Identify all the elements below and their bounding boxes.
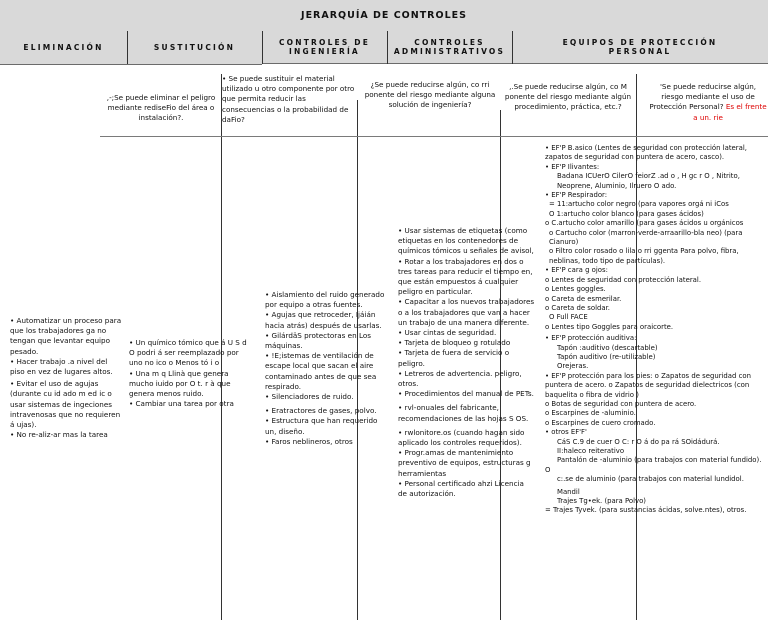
sustitucion-list	[129, 338, 247, 409]
list-item: o C.artucho color amarillo (para gases ácidos u orgánicos	[545, 219, 744, 228]
list-item: • Usar sistemas de etiquetas (como etiquetas en los contenedores de químicos tómicos u señales de avisol,	[398, 226, 534, 256]
list-item: o Escarpines de -aluminio.	[545, 409, 636, 418]
header-divider	[512, 31, 513, 64]
list-item: • rwlonitore.os (cuando hagan sido aplicado los controles requeridos).	[398, 427, 525, 448]
list-item: o Filtro color rosado o lila o rri ggenta Para polvo, fibra, neblinas, todo tipo de partículas).	[549, 247, 739, 265]
list-item: • GilárdäS protectoras en Los máquinas.	[265, 330, 371, 351]
list-item: • EF'P B.asico (Lentes de seguridad con protección lateral, zapatos de seguridad con puntera de acero, casco).	[545, 144, 747, 162]
eliminacion-list	[10, 316, 122, 440]
list-item: O 1:artucho color blanco (para gases ácidos)	[549, 209, 704, 218]
list-item: • Eratractores de gases, polvo.	[265, 406, 377, 416]
list-item: o Lentes de seguridad con protección lateral.	[545, 275, 702, 284]
list-item: Mandil	[557, 487, 580, 496]
list-item: • Evitar el uso de agujas (durante cu id ado m ed ic o usar sistemas de ingeciones intravenosas que no requieren á ujas).	[10, 379, 121, 430]
header-divider	[127, 31, 128, 64]
list-item: • Tarjeta de fuera de servicio o peligro.	[398, 348, 510, 368]
question-sustitucion: • Se puede sustituir el material utilizado u otro componente por otro que permita reducir las consecuencias o la probabilidad de daFio?	[222, 74, 355, 124]
list-item: o Botas de seguridad con puntera de acero.	[545, 399, 697, 408]
ingenieria-list	[265, 290, 386, 447]
list-item: = 11:artucho color negro (para vapores orgá ni iCos	[549, 200, 729, 209]
list-item: • EF'P Ilivantes:	[545, 162, 600, 171]
list-item: • Tarjeta de bloqueo g rotulado	[398, 338, 511, 348]
list-item: • Agujas que retroceder, Ijáián hacia atrás) después de usarlas.	[265, 310, 382, 330]
list-item: • otros EF'F'	[545, 428, 587, 437]
list-item: • Un químico tómico que á U S d O podri á ser reemplazado por uno no ico o Menos tó i o	[129, 338, 247, 368]
list-item: • Estructura que han requerido un, diseño.	[265, 416, 378, 436]
list-item: Orejeras.	[557, 362, 589, 371]
list-item: • Aislamiento del ruido generado por equipo a otras fuentes.	[265, 290, 385, 310]
list-item: • Progr.amas de mantenimiento preventivo de equipos, estructuras g herramientas	[398, 448, 531, 478]
list-item: • EF'P cara g ojos:	[545, 266, 608, 275]
list-item: • Una m q Llinà que genera mucho iuido por O t. r à que genera menos ruido.	[129, 368, 231, 399]
list-item: o Lentes goggles.	[545, 285, 606, 294]
list-item: • Hacer trabajo .a nivel del piso en vez de lugares altos.	[10, 356, 113, 377]
list-item: o Cartucho color (marron-verde-arraarillo-bla neo) (para Cianuro)	[549, 228, 743, 247]
list-item: • Silenciadores de ruido.	[265, 392, 354, 402]
list-item: = Trajes Tyvek. (para sustancias ácidas, solve.ntes), otros.	[545, 506, 747, 515]
list-item: O Full FACE	[549, 313, 588, 322]
list-item: o Careta de soldar.	[545, 303, 610, 312]
epp-list	[545, 144, 763, 516]
list-item: Pantalón de -aluminio (para trabajos con material fundido).	[557, 456, 762, 465]
list-item: Badana ICUerO CilerO feiorZ .ad o , H gc r O , Nitrito, Neoprene, Aluminio, Ilruero O ado.	[557, 172, 740, 190]
list-item: • Procedimientos del manual de PETs.	[398, 389, 534, 399]
list-item: Trajes Tg•ek. (para Polvo)	[557, 497, 646, 506]
list-item: Tapón :auditivo (descartable)	[557, 343, 658, 352]
list-item: • Usar cintas de seguridad.	[398, 328, 497, 338]
header-divider	[262, 31, 263, 64]
question-eliminacion: ,-;Se puede eliminar el peligro mediante rediseFio del área o instalación?.	[106, 93, 216, 123]
list-item: • EF'P protección auditiva:	[545, 334, 637, 343]
list-item: • Capacitar a los nuevos trabajadores o a los trabajadores que van a hacer un trabajo de una manera diferente.	[398, 297, 535, 327]
list-item: o Lentes tipo Goggles para oraicorte.	[545, 322, 674, 331]
question-epp	[648, 82, 768, 123]
question-sustitucion-cell	[222, 74, 356, 136]
list-item: • Personal certificado ahzi Licencia de autorización.	[398, 478, 524, 499]
header-eliminacion: ELIMINACIÓN	[0, 31, 127, 65]
question-ingenieria: ¿Se puede reducirse algún, co rri ponente del riesgo mediante alguna solución de ingeniería?	[364, 80, 496, 110]
list-item: • Letreros de advertencia. peligro, otros.	[398, 368, 522, 389]
list-item: II:haleco reiterativo	[557, 447, 625, 455]
list-item: • EF'P protección para los pies: o Zapatos de seguridad con puntera de acero. o Zapatos de seguridad dielectricos (con baquelita o fibra de vidrio )	[545, 371, 751, 399]
list-item: • Faros neblineros, otros	[265, 436, 353, 446]
list-item: • Rotar a los trabajadores en dos o tres tareas para reducir el tiempo en, que están empuestos á cualquier peligro en particular.	[398, 256, 533, 297]
list-item: O	[545, 465, 551, 474]
header-controles-administrativos: CONTROLES ADMINISTRATIVOS	[387, 31, 512, 64]
question-administrativos: ,.Se puede reducirse algún, co M ponente del riesgo mediante algún procedimiento, práctica, etc.?	[504, 82, 632, 112]
list-item: Tapón auditivo (re-utilizable)	[557, 352, 656, 361]
administrativos-list	[398, 226, 535, 499]
page-title: JERARQUÍA DE CONTROLES	[0, 0, 768, 32]
list-item: • EF'P Respirador:	[545, 191, 608, 200]
list-item: c:.se de aluminio (para trabajos con material lundidol.	[557, 475, 744, 484]
list-item: CáS C.9 de cuer O C: r O á do pa rá SOidádurá.	[557, 437, 720, 446]
row-divider	[100, 136, 768, 137]
list-item: o Careta de esmerilar.	[545, 294, 622, 303]
list-item: • Automatizar un proceso para que los trabajadores ga no tengan que levantar equipo pesado.	[10, 316, 122, 356]
header-controles-ingenieria: CONTROLES DE INGENIERÍA	[262, 31, 387, 64]
list-item: • No re-aliz-ar mas la tarea	[10, 430, 108, 440]
list-item: • Cambiar una tarea por otra	[129, 399, 234, 409]
header-divider	[387, 31, 388, 64]
question-epp-text: 'Se puede reducirse algún, riesgo mediante el uso de Protección Personal?	[649, 82, 757, 112]
list-item: • !E;istemas de ventilación de escape local que sacan el aire contaminado antes de que sea respirado.	[265, 351, 377, 391]
list-item: • rvl-onuales del fabricante, recomendaciones de las hojas S OS.	[398, 403, 529, 423]
header-epp: EQUIPOS DE PROTECCIÓN PERSONAL	[512, 31, 768, 64]
question-epp-red-text: Es el frente a un. rie	[693, 102, 767, 122]
list-item: o Escarpines de cuero cromado.	[545, 418, 656, 427]
header-sustitucion: SUSTITUCIÓN	[127, 31, 262, 65]
